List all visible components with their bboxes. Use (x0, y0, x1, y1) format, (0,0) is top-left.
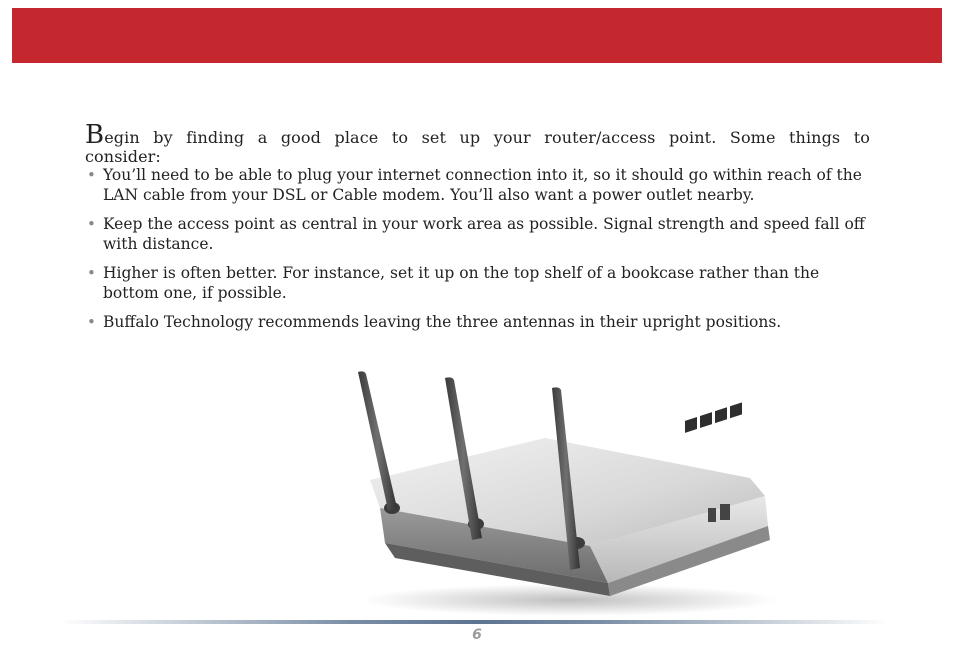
list-item (86, 214, 876, 254)
list-item-text: You’ll need to be able to plug your internet connection into it, so it should go within reach of the LAN cable from your DSL or Cable modem. You’ll also want a power outlet nearby. (103, 166, 862, 204)
bullet-icon: • (87, 215, 96, 233)
considerations-list (86, 165, 876, 341)
footer-divider (60, 620, 890, 624)
drop-cap: B (85, 120, 105, 150)
list-item (86, 165, 876, 205)
bullet-icon: • (87, 264, 96, 282)
header-banner (12, 8, 942, 63)
wireless-router-image (340, 368, 780, 618)
intro-text: egin by finding a good place to set up your router/access point. Some things to consider: (85, 128, 870, 166)
intro-paragraph (85, 120, 870, 166)
bullet-icon: • (87, 166, 96, 184)
list-item-text: Higher is often better. For instance, set it up on the top shelf of a bookcase rather than the bottom one, if possible. (103, 264, 820, 302)
list-item-text: Keep the access point as central in your work area as possible. Signal strength and speed fall off with distance. (103, 215, 865, 253)
list-item (86, 263, 876, 303)
bullet-icon: • (87, 313, 96, 331)
page-number: 6 (472, 627, 482, 643)
list-item-text: Buffalo Technology recommends leaving the three antennas in their upright positions. (103, 313, 782, 331)
list-item (86, 312, 876, 332)
